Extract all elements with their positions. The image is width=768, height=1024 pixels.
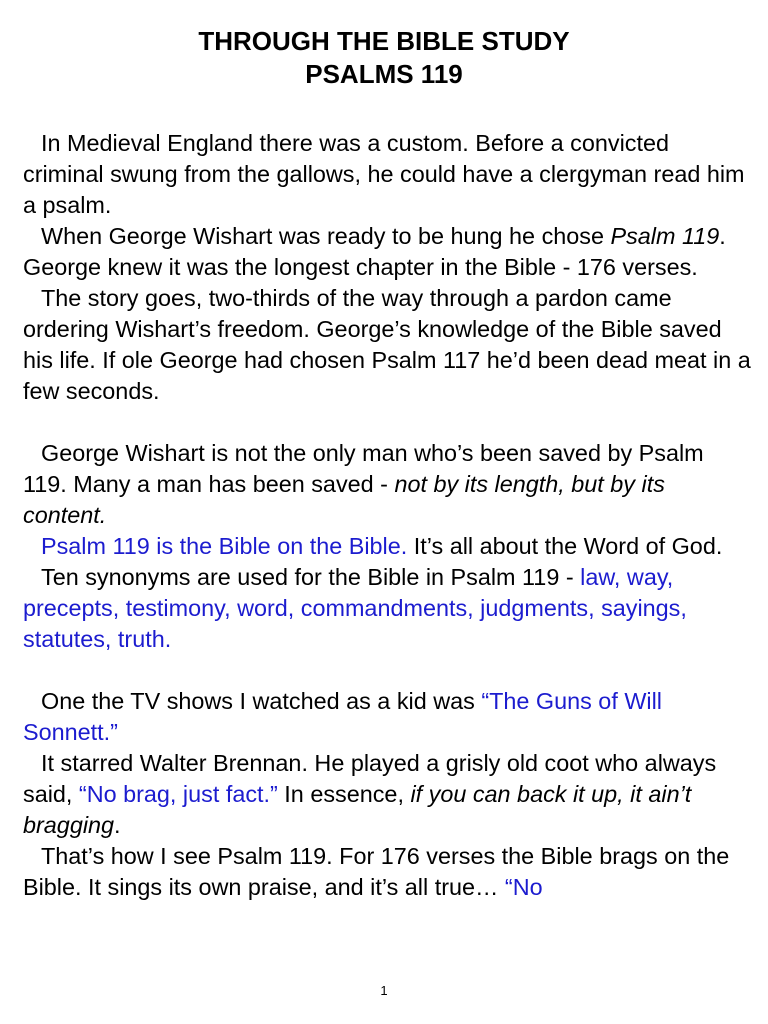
- paragraph-gap: [23, 655, 753, 686]
- paragraph-6-synonyms: law, way, precepts, testimony, word, commandments, judgments, sayings, statutes, truth.: [23, 564, 687, 652]
- paragraph-2-text-c: . George knew it was the longest chapter in the Bible - 176 verses.: [23, 223, 726, 280]
- paragraph-6-text-a: Ten synonyms are used for the Bible in Psalm 119 -: [41, 564, 581, 590]
- paragraph-8-text-a: It starred Walter Brennan. He played a grisly old coot who always said,: [23, 750, 717, 807]
- title-line-1: THROUGH THE BIBLE STUDY: [198, 26, 570, 56]
- paragraph-2: [23, 221, 753, 283]
- paragraph-4-text-a: George Wishart is not the only man who’s been saved by Psalm 119. Many a man has been saved -: [23, 440, 704, 497]
- paragraph-5-highlight: Psalm 119 is the Bible on the Bible.: [41, 533, 408, 559]
- paragraph-4: [23, 438, 753, 531]
- paragraph-1-text: In Medieval England there was a custom. Before a convicted criminal swung from the gallows, he could have a clergyman read him a psalm.: [23, 130, 745, 218]
- paragraph-4-italic: not by its length, but by its content.: [23, 471, 665, 528]
- paragraph-8-quote: “No brag, just fact.”: [78, 781, 278, 807]
- paragraph-9-text-a: That’s how I see Psalm 119. For 176 verses the Bible brags on the Bible. It sings its own praise, and it’s all true…: [23, 843, 730, 900]
- paragraph-9: [23, 841, 753, 903]
- paragraph-8: [23, 748, 753, 841]
- paragraph-3-text: The story goes, two-thirds of the way through a pardon came ordering Wishart’s freedom. George’s knowledge of the Bible saved his life. If ole George had chosen Psalm 117 he’d been dead meat in a few seconds.: [23, 285, 751, 404]
- paragraph-6: [23, 562, 753, 655]
- paragraph-5: [23, 531, 753, 562]
- paragraph-2-text-a: When George Wishart was ready to be hung he chose: [41, 223, 611, 249]
- paragraph-3: [23, 283, 753, 407]
- page-number: 1: [380, 983, 388, 998]
- paragraph-7-text-a: One the TV shows I watched as a kid was: [41, 688, 482, 714]
- paragraph-9-quote-start: “No: [504, 874, 543, 900]
- title-line-2: PSALMS 119: [305, 59, 463, 89]
- paragraph-8-text-e: .: [114, 812, 121, 838]
- paragraph-1: [23, 128, 753, 221]
- paragraph-8-text-c: In essence,: [277, 781, 411, 807]
- paragraph-8-italic: if you can back it up, it ain’t bragging: [23, 781, 692, 838]
- paragraph-gap: [23, 407, 753, 438]
- paragraph-5-text-b: It’s all about the Word of God.: [407, 533, 723, 559]
- paragraph-2-italic: Psalm 119: [610, 223, 720, 249]
- paragraph-7-show-title: “The Guns of Will Sonnett.”: [23, 688, 662, 745]
- document-body: [23, 128, 753, 903]
- paragraph-7: [23, 686, 753, 748]
